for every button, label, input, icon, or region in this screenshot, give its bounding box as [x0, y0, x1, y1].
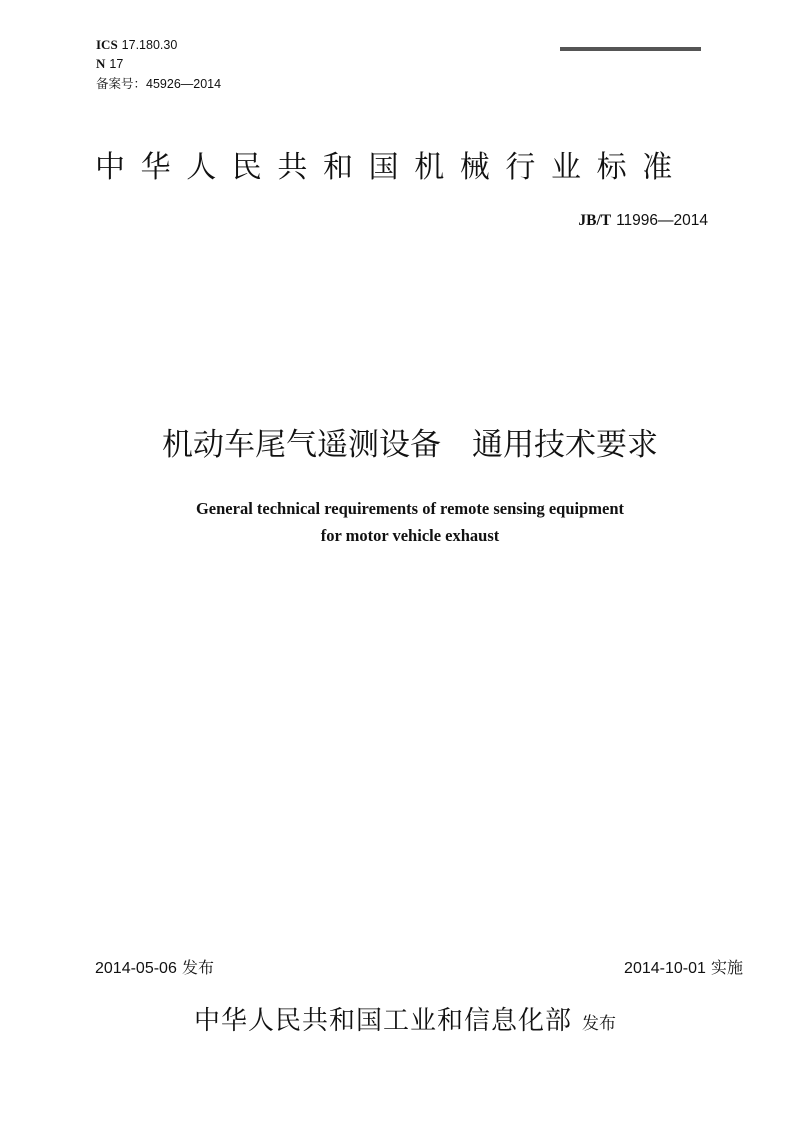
- publish-date: [95, 957, 214, 980]
- ics-value: 17.180.30: [121, 38, 178, 52]
- standard-code-number: 11996—2014: [616, 212, 708, 229]
- standard-code-prefix: JB/T: [578, 212, 612, 229]
- standard-category: 中华人民共和国机械行业标准: [95, 150, 688, 185]
- implement-date-value: 2014-10-01: [624, 960, 706, 977]
- document-title-cn: 机动车尾气遥测设备 通用技术要求: [162, 427, 658, 463]
- standard-code: [578, 211, 708, 230]
- issuer-suffix: 发布: [582, 1014, 616, 1034]
- implement-date-label: 实施: [710, 958, 743, 977]
- filing-number: [96, 76, 221, 92]
- publish-date-value: 2014-05-06: [95, 960, 177, 977]
- document-title-en-line1: General technical requirements of remote sensing equipment: [195, 499, 625, 518]
- ccs-value: 17: [109, 57, 124, 71]
- ccs-code: [96, 56, 123, 72]
- ics-code: [96, 37, 177, 53]
- header-rule: [560, 47, 701, 51]
- issuing-authority: [0, 1003, 800, 1042]
- ccs-label: N: [96, 56, 106, 71]
- filing-value: 45926—2014: [146, 77, 222, 91]
- issuer-name: 中华人民共和国工业和信息化部: [193, 1006, 572, 1036]
- publish-date-label: 发布: [181, 958, 214, 977]
- ics-label: ICS: [96, 37, 118, 52]
- filing-label: 备案号：: [96, 76, 147, 91]
- implement-date: [624, 957, 743, 980]
- document-title-en-line2: for motor vehicle exhaust: [320, 526, 500, 545]
